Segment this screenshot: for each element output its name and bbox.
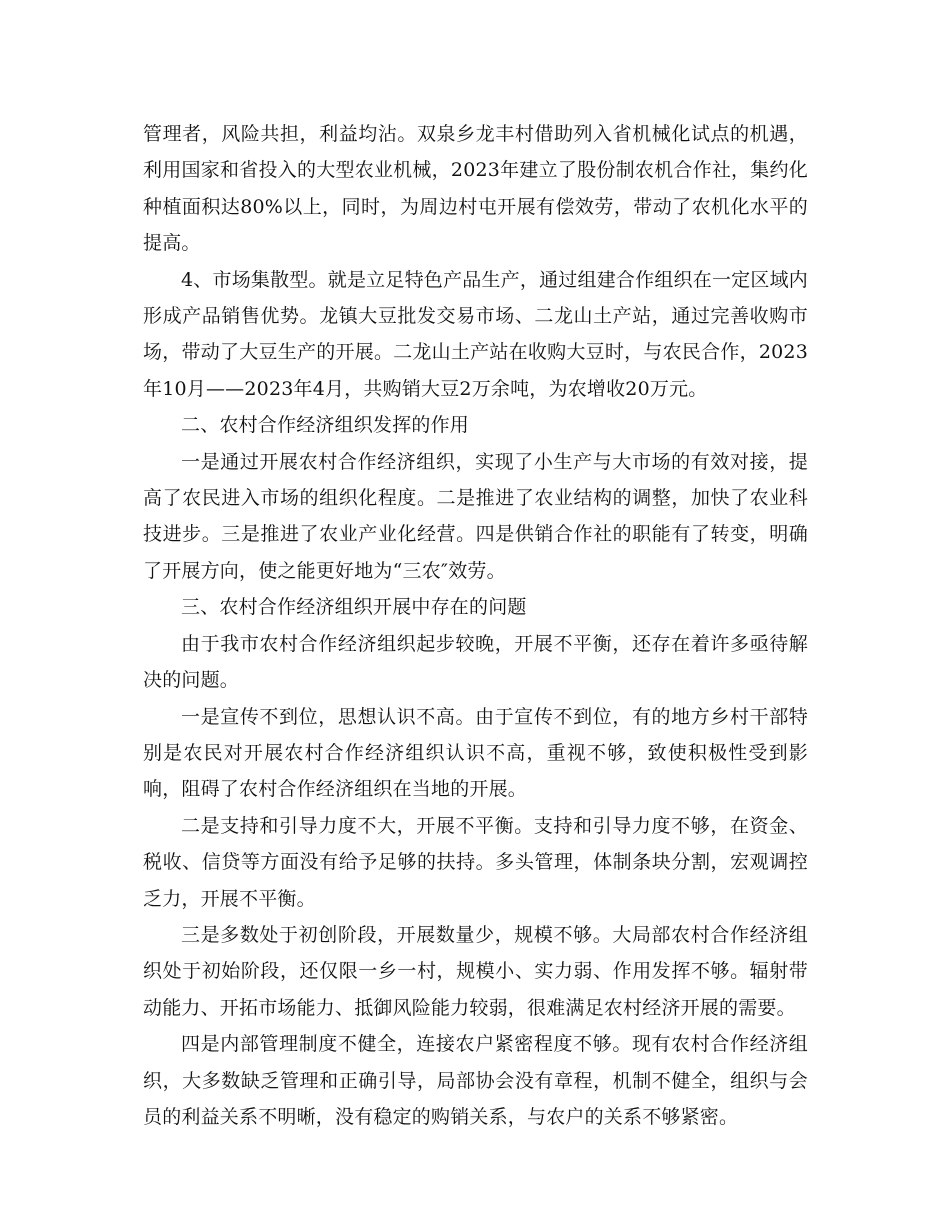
paragraph-problem-three: 三是多数处于初创阶段，开展数量少，规模不够。大局部农村合作经济组织处于初始阶段，还仅限一乡一村，规模小、实力弱、作用发挥不够。辐射带动能力、开拓市场能力、抵御风险能力较弱，很难满足农村经济开展的需要。 bbox=[143, 923, 808, 1019]
paragraph-problem-two: 二是支持和引导力度不大，开展不平衡。支持和引导力度不够，在资金、税收、信贷等方面没有给予足够的扶持。多头管理，体制条块分割，宏观调控乏力，开展不平衡。 bbox=[143, 814, 808, 910]
document-body bbox=[143, 116, 808, 1135]
paragraph-continuation: 管理者，风险共担，利益均沾。双泉乡龙丰村借助列入省机械化试点的机遇，利用国家和省投入的大型农业机械，2023年建立了股份制农机合作社，集约化种植面积达80%以上，同时，为周边村屯开展有偿效劳，带动了农机化水平的提高。 bbox=[143, 123, 808, 255]
section-heading-problems: 三、农村合作经济组织开展中存在的问题 bbox=[181, 596, 527, 619]
section-heading-role: 二、农村合作经济组织发挥的作用 bbox=[181, 414, 470, 437]
paragraph-problems-intro: 由于我市农村合作经济组织起步较晚，开展不平衡，还存在着许多亟待解决的问题。 bbox=[143, 632, 808, 692]
paragraph-problem-one: 一是宣传不到位，思想认识不高。由于宣传不到位，有的地方乡村干部特别是农民对开展农村合作经济组织认识不高，重视不够，致使积极性受到影响，阻碍了农村合作经济组织在当地的开展。 bbox=[143, 705, 808, 801]
paragraph-role-details: 一是通过开展农村合作经济组织，实现了小生产与大市场的有效对接，提高了农民进入市场的组织化程度。二是推进了农业结构的调整，加快了农业科技进步。三是推进了农业产业化经营。四是供销合作社的职能有了转变，明确了开展方向，使之能更好地为“三农″效劳。 bbox=[143, 450, 808, 582]
paragraph-market-distribution: 4、市场集散型。就是立足特色产品生产，通过组建合作组织在一定区域内形成产品销售优势。龙镇大豆批发交易市场、二龙山土产站，通过完善收购市场，带动了大豆生产的开展。二龙山土产站在收购大豆时，与农民合作，2023年10月——2023年4月，共购销大豆2万余吨，为农增收20万元。 bbox=[143, 268, 808, 400]
paragraph-problem-four: 四是内部管理制度不健全，连接农户紧密程度不够。现有农村合作经济组织，大多数缺乏管理和正确引导，局部协会没有章程，机制不健全，组织与会员的利益关系不明晰，没有稳定的购销关系，与农户的关系不够紧密。 bbox=[143, 1033, 808, 1128]
